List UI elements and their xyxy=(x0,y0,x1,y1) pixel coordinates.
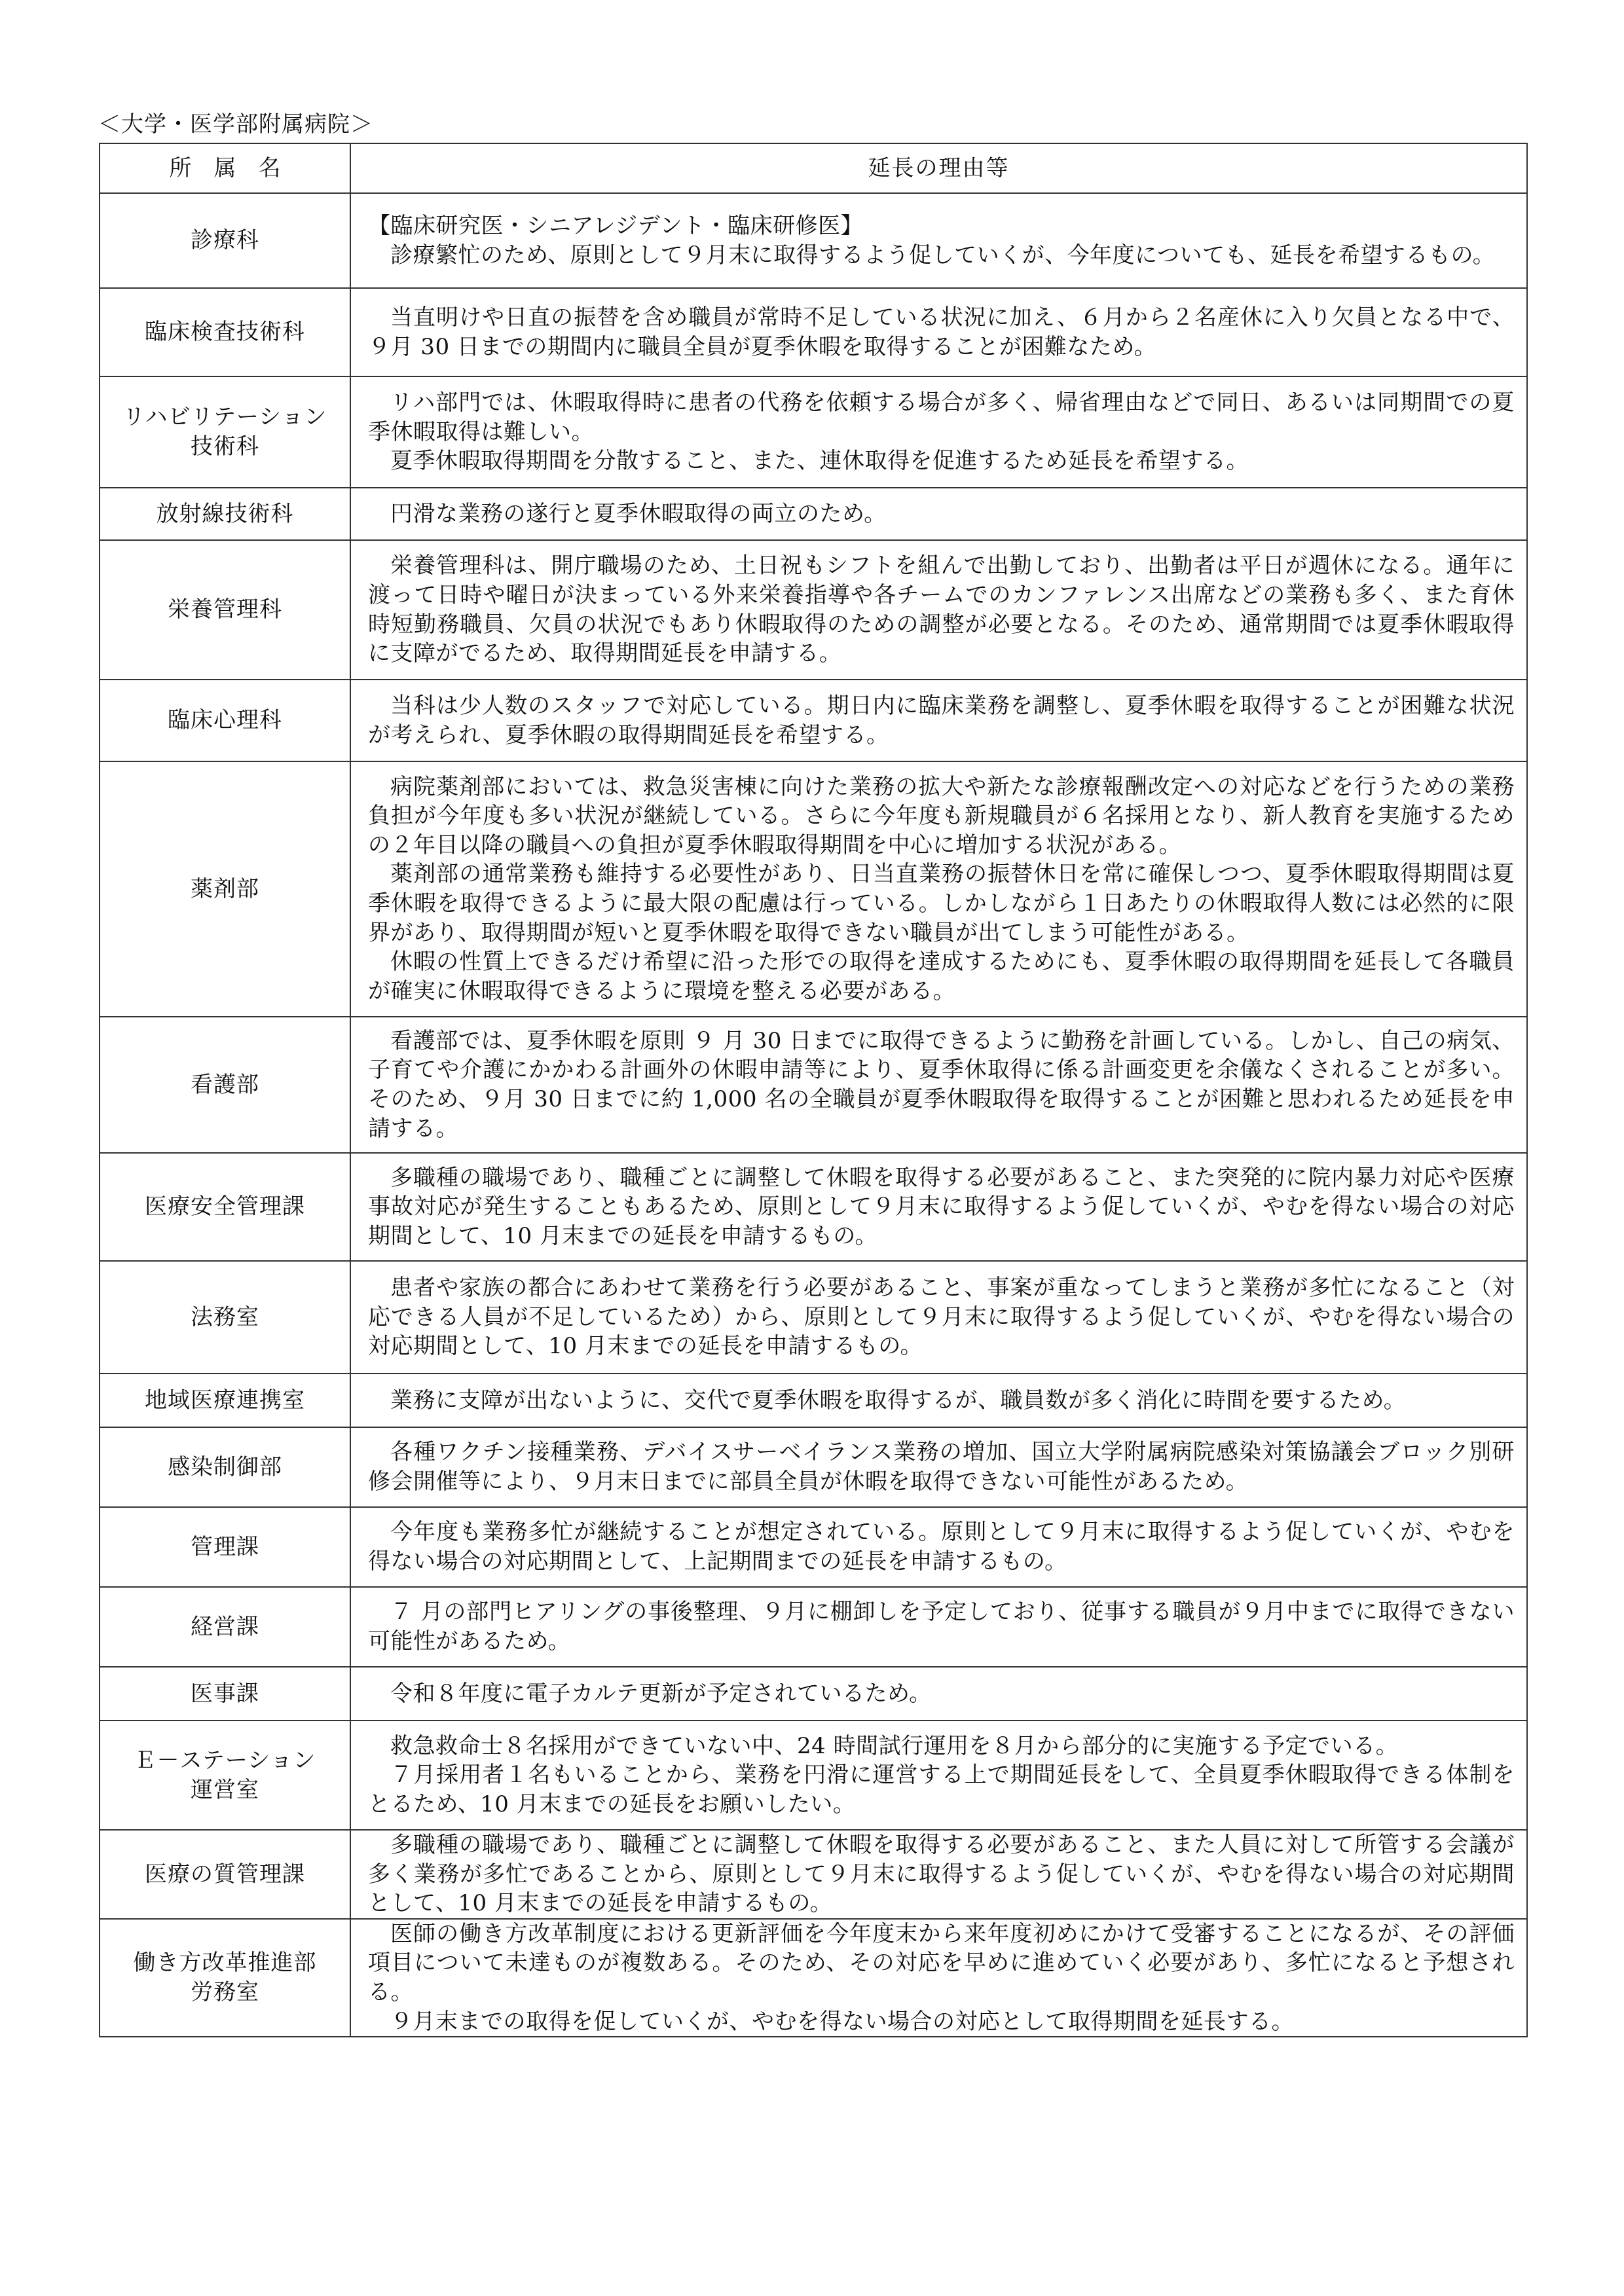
table-row xyxy=(100,288,1527,376)
reason-paragraph: 看護部では、夏季休暇を原則 ９ 月 30 日までに取得できるように勤務を計画している。しかし、自己の病気、子育てや介護にかかわる計画外の休暇申請等により、夏季休取得に係る計画変更を余儀なくされることが多い。そのため、９月 30 日までに約 1,000 名の全職員が夏季休暇取得を取得することが困難と思われるため延長を申請する。 xyxy=(368,1027,1515,1142)
extension-reason xyxy=(350,288,1527,376)
table-row xyxy=(100,1374,1527,1427)
reason-paragraph: 各種ワクチン接種業務、デバイスサーベイランス業務の増加、国立大学附属病院感染対策協議会ブロック別研修会開催等により、９月末日までに部員全員が休暇を取得できない可能性があるため。 xyxy=(368,1439,1515,1495)
table-row xyxy=(100,1587,1527,1667)
extension-reason xyxy=(350,1721,1527,1830)
reason-paragraph: ９月末までの取得を促していくが、やむを得ない場合の対応として取得期間を延長する。 xyxy=(390,2008,1294,2035)
table-row xyxy=(100,1261,1527,1374)
reason-paragraph: 当科は少人数のスタッフで対応している。期日内に臨床業務を調整し、夏季休暇を取得することが困難な状況が考えられ、夏季休暇の取得期間延長を希望する。 xyxy=(368,692,1515,748)
table-row xyxy=(100,1427,1527,1507)
department-name: 医事課 xyxy=(100,1667,350,1721)
extension-reason xyxy=(350,1667,1527,1721)
department-name: 看護部 xyxy=(100,1017,350,1153)
department-name: 診療科 xyxy=(100,193,350,288)
reason-paragraph: 救急救命士８名採用ができていない中、24 時間試行運用を８月から部分的に実施する予定でいる。 xyxy=(390,1732,1399,1759)
reason-paragraph: 患者や家族の都合にあわせて業務を行う必要があること、事案が重なってしまうと業務が多忙になること（対応できる人員が不足しているため）から、原則として９月末に取得するよう促していくが、やむを得ない場合の対応期間として、10 月末までの延長を申請するもの。 xyxy=(368,1275,1515,1360)
extension-reason xyxy=(350,1153,1527,1261)
department-name: 薬剤部 xyxy=(100,761,350,1017)
extension-reason xyxy=(350,376,1527,488)
reason-paragraph: 今年度も業務多忙が継続することが想定されている。原則として９月末に取得するよう促していくが、やむを得ない場合の対応期間として、上記期間までの延長を申請するもの。 xyxy=(368,1519,1515,1575)
table-row xyxy=(100,1830,1527,1919)
table-row xyxy=(100,488,1527,540)
extension-reason xyxy=(350,1261,1527,1374)
table-row xyxy=(100,193,1527,288)
table-row xyxy=(100,1721,1527,1830)
table-row xyxy=(100,1017,1527,1153)
department-name: Ｅ－ステーション 運営室 xyxy=(100,1721,350,1830)
table-row xyxy=(100,680,1527,761)
reason-paragraph: 診療繁忙のため、原則として９月末に取得するよう促していくが、今年度についても、延長を希望するもの。 xyxy=(390,242,1496,268)
reason-paragraph: リハ部門では、休暇取得時に患者の代務を依頼する場合が多く、帰省理由などで同日、あるいは同期間での夏季休暇取得は難しい。 xyxy=(368,390,1515,445)
table-row xyxy=(100,1507,1527,1587)
extension-reason xyxy=(350,540,1527,680)
header-department: 所 属 名 xyxy=(100,143,350,193)
reason-paragraph: ７月採用者１名もいることから、業務を円滑に運営する上で期間延長をして、全員夏季休暇取得できる体制をとるため、10 月末までの延長をお願いしたい。 xyxy=(368,1762,1515,1817)
extension-reason xyxy=(350,193,1527,288)
reason-paragraph: 業務に支障が出ないように、交代で夏季休暇を取得するが、職員数が多く消化に時間を要するため。 xyxy=(390,1387,1407,1413)
department-name: 臨床検査技術科 xyxy=(100,288,350,376)
reason-paragraph: 病院薬剤部においては、救急災害棟に向けた業務の拡大や新たな診療報酬改定への対応などを行うための業務負担が今年度も多い状況が継続している。さらに今年度も新規職員が６名採用となり、新人教育を実施するための２年目以降の職員への負担が夏季休暇取得期間を中心に増加する状況がある。 xyxy=(368,773,1515,858)
reason-paragraph: 栄養管理科は、開庁職場のため、土日祝もシフトを組んで出勤しており、出勤者は平日が週休になる。通年に渡って日時や曜日が決まっている外来栄養指導や各チームでのカンファレンス出席などの業務も多く、また育休時短勤務職員、欠員の状況でもあり休暇取得のための調整が必要となる。そのため、通常期間では夏季休暇取得に支障がでるため、取得期間延長を申請する。 xyxy=(368,553,1515,667)
extension-reasons-table xyxy=(99,143,1528,2037)
department-name: 管理課 xyxy=(100,1507,350,1587)
department-name: 医療の質管理課 xyxy=(100,1830,350,1919)
extension-reason xyxy=(350,1587,1527,1667)
table-row xyxy=(100,376,1527,488)
extension-reason xyxy=(350,680,1527,761)
extension-reason xyxy=(350,1507,1527,1587)
department-name: 感染制御部 xyxy=(100,1427,350,1507)
header-reason: 延長の理由等 xyxy=(350,143,1527,193)
extension-reason xyxy=(350,1919,1527,2037)
table-row xyxy=(100,1153,1527,1261)
extension-reason xyxy=(350,488,1527,540)
extension-reason xyxy=(350,1427,1527,1507)
department-name: 栄養管理科 xyxy=(100,540,350,680)
department-name: 働き方改革推進部 労務室 xyxy=(100,1919,350,2037)
table-row xyxy=(100,540,1527,680)
reason-paragraph: 多職種の職場であり、職種ごとに調整して休暇を取得する必要があること、また突発的に院内暴力対応や医療事故対応が発生することもあるため、原則として９月末に取得するよう促していくが、やむを得ない場合の対応期間として、10 月末までの延長を申請するもの。 xyxy=(368,1164,1515,1249)
reason-paragraph: 令和８年度に電子カルテ更新が予定されているため。 xyxy=(390,1680,932,1707)
table-row xyxy=(100,761,1527,1017)
department-name: 臨床心理科 xyxy=(100,680,350,761)
department-name: 放射線技術科 xyxy=(100,488,350,540)
extension-reason xyxy=(350,761,1527,1017)
reason-paragraph: 休暇の性質上できるだけ希望に沿った形での取得を達成するためにも、夏季休暇の取得期間を延長して各職員が確実に休暇取得できるように環境を整える必要がある。 xyxy=(368,949,1515,1004)
extension-reason xyxy=(350,1017,1527,1153)
reason-subheading: 【臨床研究医・シニアレジデント・臨床研修医】 xyxy=(368,212,864,239)
reason-paragraph: 当直明けや日直の振替を含め職員が常時不足している状況に加え、６月から２名産休に入り欠員となる中で、９月 30 日までの期間内に職員全員が夏季休暇を取得することが困難なため。 xyxy=(368,304,1515,360)
table-row xyxy=(100,1667,1527,1721)
extension-reason xyxy=(350,1374,1527,1427)
department-name: 地域医療連携室 xyxy=(100,1374,350,1427)
reason-paragraph: ７ 月の部門ヒアリングの事後整理、９月に棚卸しを予定しており、従事する職員が９月中までに取得できない可能性があるため。 xyxy=(368,1599,1515,1654)
department-name: 医療安全管理課 xyxy=(100,1153,350,1261)
department-name: リハビリテーション 技術科 xyxy=(100,376,350,488)
page-caption: ＜大学・医学部附属病院＞ xyxy=(98,111,373,137)
department-name: 法務室 xyxy=(100,1261,350,1374)
table-header-row xyxy=(100,143,1527,193)
table-row xyxy=(100,1919,1527,2037)
department-name: 経営課 xyxy=(100,1587,350,1667)
reason-paragraph: 多職種の職場であり、職種ごとに調整して休暇を取得する必要があること、また人員に対して所管する会議が多く業務が多忙であることから、原則として９月末に取得するよう促していくが、やむを得ない場合の対応期間として、10 月末までの延長を申請するもの。 xyxy=(368,1832,1515,1917)
reason-paragraph: 円滑な業務の遂行と夏季休暇取得の両立のため。 xyxy=(390,500,887,527)
reason-paragraph: 薬剤部の通常業務も維持する必要性があり、日当直業務の振替休日を常に確保しつつ、夏季休暇取得期間は夏季休暇を取得できるように最大限の配慮は行っている。しかしながら１日あたりの休暇取得人数には必然的に限界があり、取得期間が短いと夏季休暇を取得できない職員が出てしまう可能性がある。 xyxy=(368,861,1515,946)
reason-paragraph: 医師の働き方改革制度における更新評価を今年度末から来年度初めにかけて受審することになるが、その評価項目について未達ものが複数ある。そのため、その対応を早めに進めていく必要があり、多忙になると予想される。 xyxy=(368,1920,1515,2005)
reason-paragraph: 夏季休暇取得期間を分散すること、また、連休取得を促進するため延長を希望する。 xyxy=(390,448,1249,475)
extension-reason xyxy=(350,1830,1527,1919)
